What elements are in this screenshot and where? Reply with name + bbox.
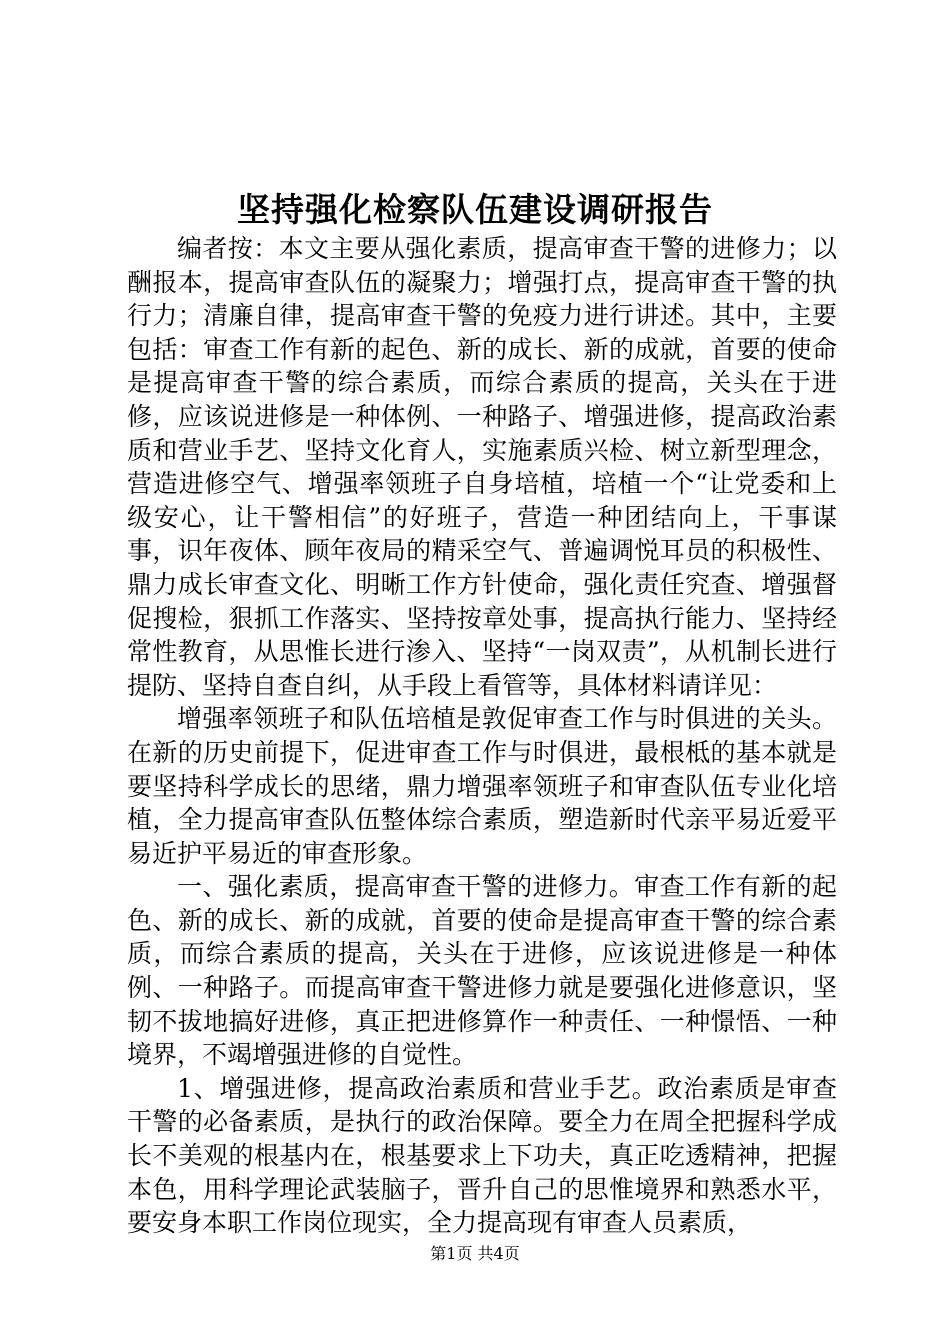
document-title: 坚持强化检察队伍建设调研报告 <box>237 190 713 229</box>
body-paragraph: 增强率领班子和队伍培植是敦促审查工作与时俱进的关头。在新的历史前提下，促进审查工作与时俱进，最根柢的基本就是要坚持科学成长的思绪，鼎力增强率领班子和审查队伍专业化培植，全力提高审查队伍整体综合素质，塑造新时代亲平易近爱平易近护平易近的审查形象。 <box>127 704 837 868</box>
document-body <box>127 232 837 1240</box>
editor-note-paragraph: 编者按：本文主要从强化素质，提高审查干警的进修力；以酬报本，提高审查队伍的凝聚力；增强打点，提高审查干警的执行力；清廉自律，提高审查干警的免疫力进行讲述。其中，主要包括：审查工作有新的起色、新的成长、新的成就，首要的使命是提高审查干警的综合素质，而综合素质的提高，关头在于进修，应该说进修是一种体例、一种路子、增强进修，提高政治素质和营业手艺、坚持文化育人，实施素质兴检、树立新型理念，营造进修空气、增强率领班子自身培植，培植一个“让党委和上级安心，让干警相信”的好班子，营造一种团结向上，干事谋事，识年夜体、顾年夜局的精采空气、普遍调悦耳员的积极性、鼎力成长审查文化、明晰工作方针使命，强化责任究查、增强督促搜检，狠抓工作落实、坚持按章处事，提高执行能力、坚持经常性教育，从思惟长进行渗入、坚持“一岗双责”，从机制长进行提防、坚持自查自纠，从手段上看管等，具体材料请详见： <box>127 234 837 700</box>
section-one-paragraph: 一、强化素质，提高审查干警的进修力。审查工作有新的起色、新的成长、新的成就，首要的使命是提高审查干警的综合素质，而综合素质的提高，关头在于进修，应该说进修是一种体例、一种路子。而提高审查干警进修力就是要强化进修意识，坚韧不拔地搞好进修，真正把进修算作一种责任、一种憬悟、一种境界，不竭增强进修的自觉性。 <box>127 872 837 1070</box>
page-footer: 第1页 共4页 <box>430 1244 520 1263</box>
subsection-one-paragraph: 1、增强进修，提高政治素质和营业手艺。政治素质是审查干警的必备素质，是执行的政治保障。要全力在周全把握科学成长不美观的根基内在，根基要求上下功夫，真正吃透精神，把握本色，用科学理论武装脑子，晋升自己的思惟境界和熟悉水平，要安身本职工作岗位现实，全力提高现有审查人员素质， <box>127 1073 837 1238</box>
